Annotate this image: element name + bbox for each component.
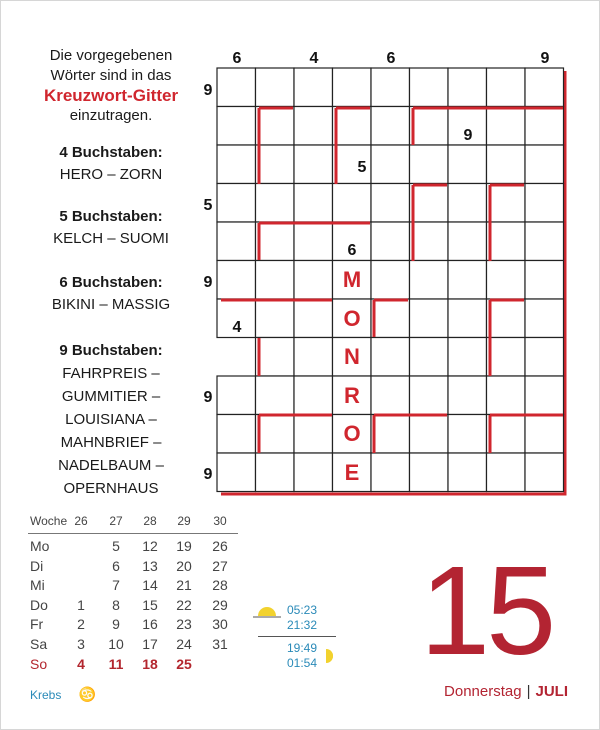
grid-cell[interactable] bbox=[294, 107, 333, 146]
word-list-entry: MAHNBRIEF – bbox=[60, 434, 162, 451]
calendar-date[interactable]: 20 bbox=[176, 557, 192, 574]
grid-cell[interactable] bbox=[410, 184, 449, 223]
grid-cell[interactable] bbox=[525, 107, 564, 146]
sunrise-time: 05:23 bbox=[287, 603, 318, 617]
calendar-date[interactable]: 2 bbox=[77, 616, 85, 633]
cancer-zodiac-icon: ♋ bbox=[78, 686, 97, 702]
clue-number: 9 bbox=[203, 389, 213, 406]
grid-cell[interactable] bbox=[448, 376, 487, 415]
clue-number: 9 bbox=[203, 274, 213, 291]
weekday-label: So bbox=[30, 655, 48, 672]
grid-cell[interactable] bbox=[294, 453, 333, 492]
grid-cell[interactable] bbox=[294, 376, 333, 415]
grid-cell[interactable] bbox=[217, 453, 256, 492]
letter-cell: E bbox=[344, 460, 360, 485]
weekday-label: Fr bbox=[30, 616, 44, 633]
week-number: 29 bbox=[177, 514, 191, 528]
grid-cell[interactable] bbox=[487, 338, 526, 377]
grid-cell[interactable] bbox=[525, 453, 564, 492]
instruction-highlight: Kreuzwort-Gitter bbox=[43, 86, 179, 105]
moonrise-time: 19:49 bbox=[287, 641, 318, 655]
clue-number: 4 bbox=[232, 319, 242, 336]
word-list-heading: 9 Buchstaben: bbox=[59, 342, 163, 359]
calendar-date[interactable]: 27 bbox=[212, 557, 228, 574]
calendar-date[interactable]: 18 bbox=[142, 655, 158, 672]
grid-cell[interactable] bbox=[256, 68, 295, 107]
word-list-entry: KELCH – SUOMI bbox=[53, 230, 169, 247]
grid-cell[interactable] bbox=[487, 376, 526, 415]
calendar-date[interactable]: 28 bbox=[212, 577, 228, 594]
calendar-date[interactable]: 5 bbox=[112, 538, 120, 554]
calendar-date[interactable]: 1 bbox=[77, 596, 85, 613]
letter-cell: R bbox=[344, 383, 360, 408]
word-list-heading: 5 Buchstaben: bbox=[59, 208, 163, 225]
calendar-date[interactable]: 23 bbox=[176, 616, 192, 633]
instruction-line: einzutragen. bbox=[69, 107, 153, 124]
grid-cell[interactable] bbox=[256, 453, 295, 492]
sunset-time: 21:32 bbox=[287, 618, 318, 632]
grid-cell[interactable] bbox=[371, 376, 410, 415]
week-label: Woche bbox=[30, 514, 68, 528]
calendar-date[interactable]: 12 bbox=[142, 538, 158, 554]
grid-cell[interactable] bbox=[525, 299, 564, 338]
grid-cells bbox=[217, 68, 564, 492]
calendar-date[interactable]: 25 bbox=[176, 655, 192, 672]
sun-moon-divider bbox=[258, 636, 336, 637]
grid-cell[interactable] bbox=[487, 299, 526, 338]
weekday-month bbox=[444, 683, 568, 700]
grid-cell[interactable] bbox=[333, 68, 372, 107]
calendar-date[interactable]: 7 bbox=[112, 577, 120, 594]
month-label: JULI bbox=[535, 683, 568, 700]
calendar-date[interactable]: 9 bbox=[112, 616, 120, 633]
calendar-date[interactable]: 3 bbox=[77, 636, 85, 652]
grid-cell[interactable] bbox=[371, 338, 410, 377]
grid-cell[interactable] bbox=[525, 145, 564, 184]
letter-cell: O bbox=[343, 421, 361, 446]
calendar-date[interactable]: 15 bbox=[142, 596, 158, 613]
grid-cell[interactable] bbox=[294, 68, 333, 107]
word-list-entry: LOUISIANA – bbox=[65, 411, 157, 428]
grid-cell[interactable] bbox=[217, 261, 256, 300]
grid-cell[interactable] bbox=[294, 261, 333, 300]
grid-cell[interactable] bbox=[256, 222, 295, 261]
grid-cell[interactable] bbox=[294, 299, 333, 338]
calendar-date[interactable]: 17 bbox=[142, 636, 158, 652]
day-number: 15 bbox=[420, 540, 553, 681]
grid-cell[interactable] bbox=[410, 415, 449, 454]
calendar-date[interactable]: 10 bbox=[108, 636, 124, 652]
grid-cell[interactable] bbox=[448, 453, 487, 492]
grid-cell[interactable] bbox=[525, 222, 564, 261]
calendar-date[interactable]: 21 bbox=[176, 577, 192, 594]
calendar-date[interactable]: 13 bbox=[142, 557, 158, 574]
grid-cell[interactable] bbox=[525, 376, 564, 415]
calendar-divider bbox=[28, 533, 238, 534]
word-list-entry: OPERNHAUS bbox=[63, 480, 159, 497]
grid-cell[interactable] bbox=[487, 145, 526, 184]
calendar-date[interactable]: 19 bbox=[176, 538, 192, 554]
grid-cell[interactable] bbox=[525, 184, 564, 223]
grid-cell[interactable] bbox=[371, 107, 410, 146]
grid-cell[interactable] bbox=[487, 222, 526, 261]
clue-number: 9 bbox=[463, 127, 473, 144]
grid-cell[interactable] bbox=[448, 338, 487, 377]
grid-cell[interactable] bbox=[371, 453, 410, 492]
weekday-label: Do bbox=[30, 596, 48, 613]
weekday-label: Mo bbox=[30, 538, 50, 554]
grid-cell[interactable] bbox=[448, 184, 487, 223]
grid-cell[interactable] bbox=[256, 145, 295, 184]
week-number: 28 bbox=[143, 514, 157, 528]
grid-cell[interactable] bbox=[256, 184, 295, 223]
word-list-entry: NADELBAUM – bbox=[58, 457, 164, 474]
grid-cell[interactable] bbox=[256, 107, 295, 146]
grid-cell[interactable] bbox=[487, 415, 526, 454]
grid-cell[interactable] bbox=[371, 184, 410, 223]
grid-cell[interactable] bbox=[410, 107, 449, 146]
grid-cell[interactable] bbox=[410, 338, 449, 377]
clue-number: 5 bbox=[203, 197, 213, 214]
grid-cell[interactable] bbox=[487, 184, 526, 223]
sunrise-icon bbox=[253, 603, 283, 621]
grid-cell[interactable] bbox=[487, 453, 526, 492]
grid-cell[interactable] bbox=[448, 415, 487, 454]
grid-cell[interactable] bbox=[217, 415, 256, 454]
date-separator: | bbox=[526, 683, 531, 700]
calendar-date[interactable]: 6 bbox=[112, 557, 120, 574]
grid-cell[interactable] bbox=[487, 261, 526, 300]
grid-cell[interactable] bbox=[294, 222, 333, 261]
grid-cell[interactable] bbox=[410, 222, 449, 261]
calendar-date[interactable]: 4 bbox=[77, 655, 85, 672]
word-list-heading: 6 Buchstaben: bbox=[59, 274, 163, 291]
grid-cell[interactable] bbox=[217, 68, 256, 107]
grid-cell[interactable] bbox=[217, 222, 256, 261]
week-number: 26 bbox=[74, 514, 88, 528]
word-list-heading: 4 Buchstaben: bbox=[59, 144, 163, 161]
grid-cell[interactable] bbox=[217, 376, 256, 415]
calendar-date[interactable]: 30 bbox=[212, 616, 228, 633]
calendar-date[interactable]: 26 bbox=[212, 538, 228, 554]
grid-cell[interactable] bbox=[333, 184, 372, 223]
grid-cell[interactable] bbox=[256, 415, 295, 454]
letter-cell: O bbox=[343, 306, 361, 331]
grid-cell[interactable] bbox=[410, 145, 449, 184]
grid-cell[interactable] bbox=[294, 415, 333, 454]
calendar-date[interactable]: 22 bbox=[176, 596, 192, 613]
moonset-time: 01:54 bbox=[287, 656, 318, 670]
weekday-label: Sa bbox=[30, 636, 48, 652]
clue-number: 6 bbox=[232, 50, 242, 67]
grid-cell[interactable] bbox=[217, 145, 256, 184]
grid-cell[interactable] bbox=[525, 338, 564, 377]
grid-cell[interactable] bbox=[371, 299, 410, 338]
grid-cell[interactable] bbox=[256, 376, 295, 415]
calendar-date[interactable]: 31 bbox=[212, 636, 228, 652]
grid-cell[interactable] bbox=[410, 68, 449, 107]
weekday-label: Mi bbox=[30, 577, 45, 594]
weekday-label: Donnerstag bbox=[444, 683, 522, 700]
week-number: 27 bbox=[109, 514, 123, 528]
grid-cell[interactable] bbox=[294, 145, 333, 184]
grid-cell[interactable] bbox=[256, 261, 295, 300]
word-list-entry: BIKINI – MASSIG bbox=[51, 296, 171, 313]
word-list-entry: HERO – ZORN bbox=[59, 166, 163, 183]
letter-cell: N bbox=[344, 344, 360, 369]
letter-cell: M bbox=[342, 267, 362, 292]
weekday-label: Di bbox=[30, 557, 44, 574]
word-list-entry: FAHRPREIS – bbox=[62, 365, 160, 382]
grid-cell[interactable] bbox=[525, 68, 564, 107]
grid-cell[interactable] bbox=[217, 184, 256, 223]
grid-cell[interactable] bbox=[256, 299, 295, 338]
grid-cell[interactable] bbox=[487, 68, 526, 107]
grid-cell[interactable] bbox=[371, 68, 410, 107]
word-list-entry: GUMMITIER – bbox=[61, 388, 161, 405]
zodiac-label: Krebs bbox=[30, 688, 62, 702]
clue-number: 5 bbox=[357, 159, 367, 176]
instruction-line: Wörter sind in das bbox=[50, 67, 172, 84]
grid-cell[interactable] bbox=[448, 68, 487, 107]
grid-cell[interactable] bbox=[217, 107, 256, 146]
grid-cell[interactable] bbox=[410, 261, 449, 300]
grid-cell[interactable] bbox=[448, 222, 487, 261]
grid-cell[interactable] bbox=[371, 222, 410, 261]
moon-icon bbox=[321, 648, 335, 664]
clue-number: 6 bbox=[347, 242, 357, 259]
instruction-line: Die vorgegebenen bbox=[49, 47, 173, 64]
grid-cell[interactable] bbox=[371, 145, 410, 184]
grid-cell[interactable] bbox=[410, 299, 449, 338]
grid-cell[interactable] bbox=[371, 415, 410, 454]
calendar-date[interactable]: 11 bbox=[108, 655, 124, 672]
grid-cell[interactable] bbox=[294, 184, 333, 223]
grid-cell[interactable] bbox=[371, 261, 410, 300]
grid-cell[interactable] bbox=[448, 145, 487, 184]
calendar-date[interactable]: 16 bbox=[142, 616, 158, 633]
clue-number: 9 bbox=[203, 466, 213, 483]
zodiac bbox=[30, 686, 96, 703]
calendar-date[interactable]: 29 bbox=[212, 596, 228, 613]
calendar-date[interactable]: 14 bbox=[142, 577, 158, 594]
grid-cell[interactable] bbox=[487, 107, 526, 146]
grid-cell[interactable] bbox=[448, 261, 487, 300]
grid-cell[interactable] bbox=[525, 415, 564, 454]
grid-cell[interactable] bbox=[448, 299, 487, 338]
grid-cell[interactable] bbox=[333, 107, 372, 146]
grid-cell[interactable] bbox=[294, 338, 333, 377]
calendar-date[interactable]: 24 bbox=[176, 636, 192, 652]
calendar-date[interactable]: 8 bbox=[112, 596, 120, 613]
clue-number: 9 bbox=[540, 50, 550, 67]
grid-cell[interactable] bbox=[410, 453, 449, 492]
clue-number: 6 bbox=[386, 50, 396, 67]
clue-number: 4 bbox=[309, 50, 319, 67]
grid-cell[interactable] bbox=[525, 261, 564, 300]
clue-number: 9 bbox=[203, 82, 213, 99]
week-number: 30 bbox=[213, 514, 227, 528]
grid-cell[interactable] bbox=[410, 376, 449, 415]
grid-cell[interactable] bbox=[256, 338, 295, 377]
